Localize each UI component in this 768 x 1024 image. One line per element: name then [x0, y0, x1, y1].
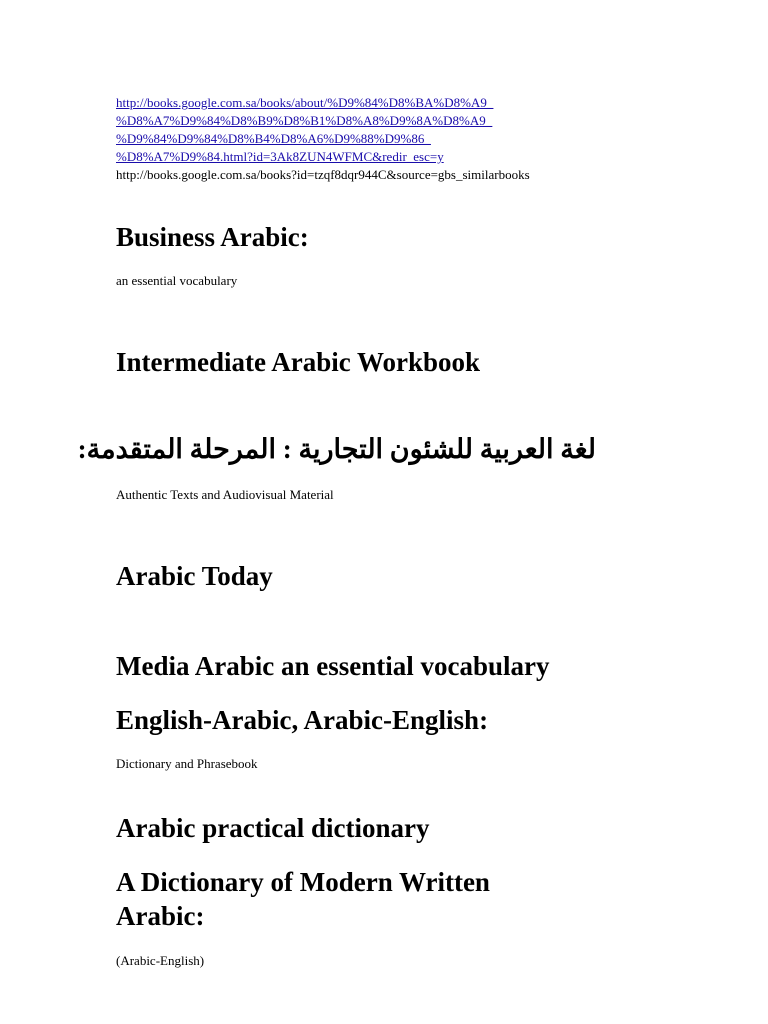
modern-written-title-line-2: Arabic: — [116, 901, 205, 931]
media-arabic-title: Media Arabic an essential vocabulary — [116, 651, 550, 681]
google-books-link-line-3[interactable]: %D9%84%D9%84%D8%B4%D8%A6%D9%88%D9%86_ — [116, 131, 431, 146]
google-books-link-line-1[interactable]: http://books.google.com.sa/books/about/%D9%84%D8%BA%D8%A9_ — [116, 95, 494, 110]
practical-dictionary-title: Arabic practical dictionary — [116, 813, 430, 843]
arabic-today-title: Arabic Today — [116, 561, 273, 591]
arabic-business-subtitle: Authentic Texts and Audiovisual Material — [116, 487, 334, 502]
similar-books-url: http://books.google.com.sa/books?id=tzqf8dqr944C&source=gbs_similarbooks — [116, 167, 530, 182]
google-books-link-line-2[interactable]: %D8%A7%D9%84%D8%B9%D8%B1%D8%A8%D9%8A%D8%A9_ — [116, 113, 493, 128]
google-books-link-line-4[interactable]: %D8%A7%D9%84.html?id=3Ak8ZUN4WFMC&redir_esc=y — [116, 149, 444, 164]
source-links — [116, 94, 676, 184]
english-arabic-subtitle: Dictionary and Phrasebook — [116, 756, 258, 771]
intermediate-workbook-title: Intermediate Arabic Workbook — [116, 347, 480, 377]
arabic-business-title: لغة العربية للشئون التجارية : المرحلة المتقدمة: — [77, 434, 596, 464]
modern-written-title-line-1: A Dictionary of Modern Written — [116, 867, 490, 897]
modern-written-subtitle: (Arabic-English) — [116, 953, 205, 968]
business-arabic-subtitle: an essential vocabulary — [116, 273, 238, 288]
english-arabic-title: English-Arabic, Arabic-English: — [116, 705, 489, 735]
business-arabic-title: Business Arabic: — [116, 222, 309, 252]
